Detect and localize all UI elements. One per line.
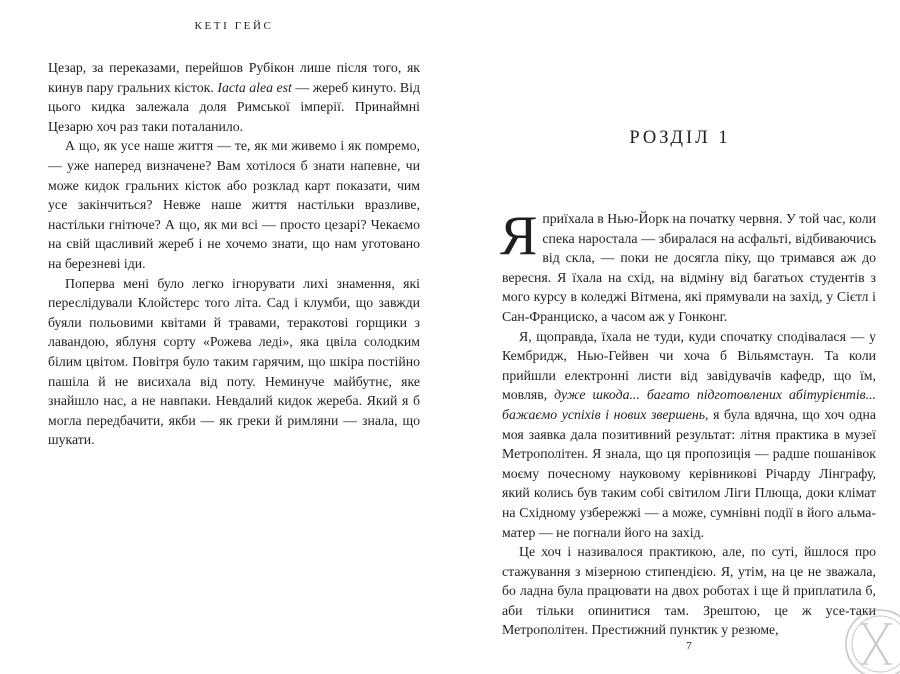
paragraph: Цезар, за переказами, перейшов Рубікон лише після того, як кинув пару гральних кісток. Iacta alea est — жереб кинуто. Від цього кидка залежала доля Римської імперії. Принаймні Цезарю хоч раз таки поталанило. (48, 60, 420, 134)
paragraph: Я, щоправда, їхала не туди, куди спочатку сподівалася — у Кембридж, Нью-Гейвен чи хоча б Вільямстаун. Та коли прийшли електронні листи від завідувачів кафедр, що їм, мовляв, дуже шкода... багато підготовлених абітурієнтів... бажаємо успіхів і нових звершень, я була вдячна, що хоч одна моя заявка дала позитивний результат: літня практика в музеї Метрополітен. Я знала, що ця пропозиція — радше пошанівок моєму почесному науковому керівникові Річарду Лінграфу, який колись був таким собі світилом Ліги Плюща, доки клімат на Східному узбережжі — а може, сумнівні події в його альма-матер — не погнали його на захід. (502, 328, 876, 540)
x-in-circle-logo-icon (836, 602, 900, 674)
paragraph: А що, як усе наше життя — те, як ми живемо і як помремо, — уже наперед визначене? Вам хотілося б знати напевне, чи може кидок гральних кісток або розклад карт показати, чим усе закінчиться? Невже наше життя настільки вразливе, настільки гнітюче? А що, як ми всі — просто цезарі? Чекаємо на свій щасливий жереб і не хочемо знати, що нам уготовано на березневі іди. (48, 138, 420, 271)
right-page (450, 0, 900, 674)
right-text-column (500, 205, 876, 640)
italic-quote: дуже шкода... багато підготовлених абітурієнтів... бажаємо успіхів і нових звершень (502, 387, 876, 422)
running-head: КЕТІ ГЕЙС (194, 20, 274, 32)
page-number: 7 (686, 640, 692, 652)
paragraph: Поперва мені було легко ігнорувати лихі знамення, які переслідували Клойстерс того літа. Сад і клумби, що завжди буяли польовими квітами й травами, теракотові горщики з лавандою, яблуня сорту «Рожева леді», яка цвіла солодким білим цвітом. Повітря було таким гарячим, що шкіра постійно пашіла й не висихала від поту. Неминуче майбутнє, яке знайшло нас, а не навпаки. Невдалий кидок жереба. Який я б могла передбачити, якби — як греки й римляни — знала, що шукати. (48, 275, 420, 448)
paragraph: Яприїхала в Нью-Йорк на початку червня. У той час, коли спека наростала — збиралася на асфальті, відбиваючись від скла, — поки не досягла піку, що тримався аж до вересня. Я їхала на схід, на відміну від багатьох студентів з мого курсу в коледжі Вітмена, які прямували на захід, у Сієтл і Сан-Франциско, а часом аж у Гонконг. (500, 205, 876, 324)
chapter-title: РОЗДІЛ 1 (629, 128, 731, 148)
paragraph: Це хоч і називалося практикою, але, по суті, йшлося про стажування з мізерною стипендією. Я, утім, на це не зважала, бо ладна була працювати на двох роботах і ще й приплатила б, аби тільки опинитися там. Зрештою, це ж усе-таки Метрополітен. Престижний пунктик у резюме, (502, 544, 876, 638)
left-text-column (48, 58, 420, 450)
drop-cap: Я (500, 205, 538, 267)
latin-phrase: Iacta alea est (217, 79, 292, 95)
